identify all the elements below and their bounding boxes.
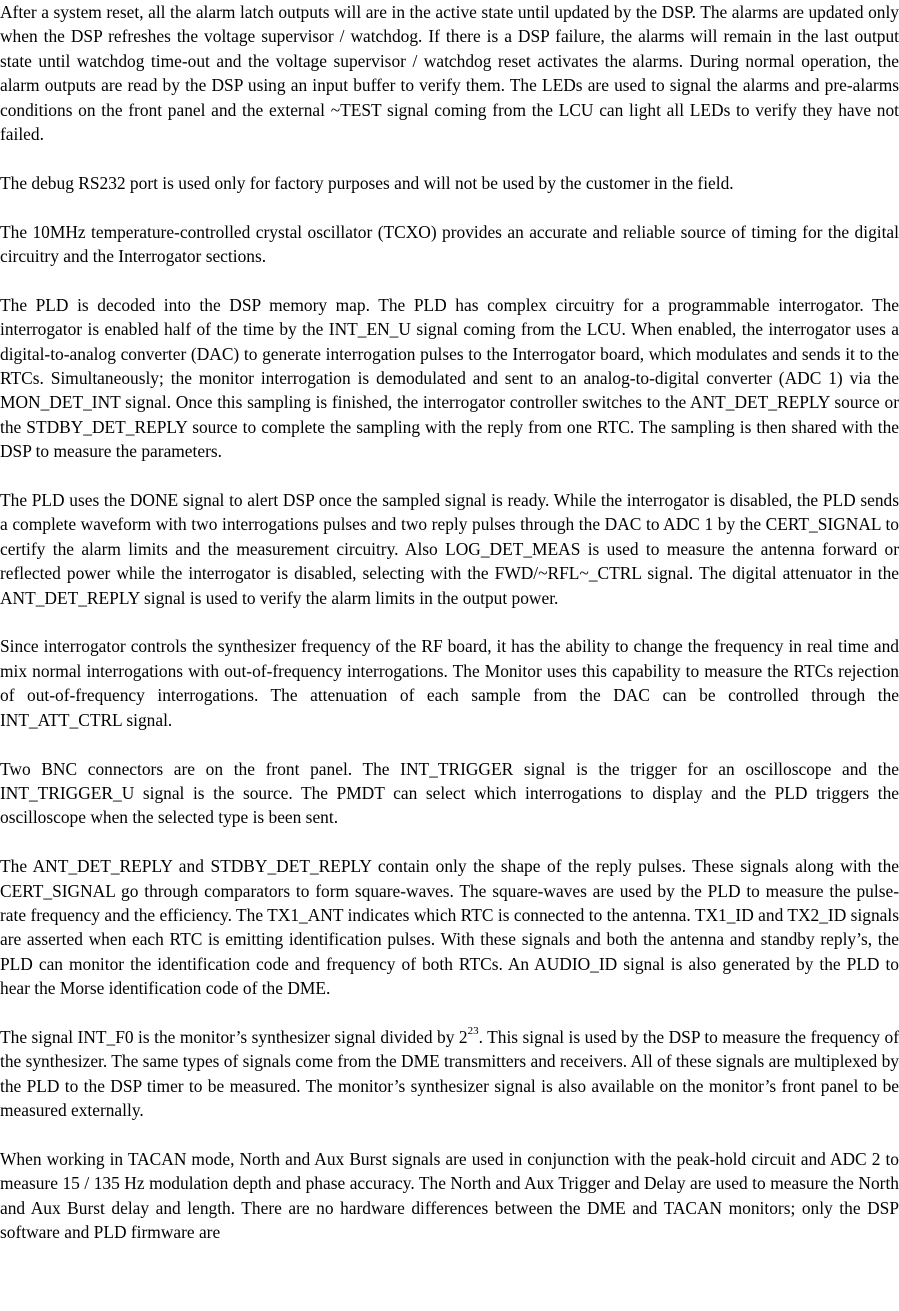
int-f0-text-before: The signal INT_F0 is the monitor’s synthesizer signal divided by 2 (0, 1026, 468, 1047)
int-f0-text-after: . This signal is used by the DSP to measure the frequency of the synthesizer. The same types of signals come from the DME transmitters and receivers. All of these signals are multiplexed by the PLD to the DSP timer to be measured. The monitor’s synthesizer signal is also available on the monitor’s front panel to be measured externally. (0, 1026, 899, 1121)
paragraph-tacan-mode: When working in TACAN mode, North and Aux Burst signals are used in conjunction with the peak-hold circuit and ADC 2 to measure 15 / 135 Hz modulation depth and phase accuracy. The North and Aux Trigger and Delay are used to measure the North and Aux Burst delay and length. There are no hardware differences between the DME and TACAN monitors; only the DSP software and PLD firmware are (0, 1148, 899, 1243)
paragraph-debug-port: The debug RS232 port is used only for factory purposes and will not be used by the customer in the field. (0, 172, 734, 193)
paragraph-tcxo: The 10MHz temperature-controlled crystal oscillator (TCXO) provides an accurate and reliable source of timing for the digital circuitry and the Interrogator sections. (0, 221, 899, 267)
paragraph-bnc-connectors: Two BNC connectors are on the front panel. The INT_TRIGGER signal is the trigger for an oscilloscope and the INT_TRIGGER_U signal is the source. The PMDT can select which interrogations to display and the PLD triggers the oscilloscope when the selected type is been sent. (0, 758, 899, 828)
paragraph-done-signal: The PLD uses the DONE signal to alert DSP once the sampled signal is ready. While the interrogator is disabled, the PLD sends a complete waveform with two interrogations pulses and two reply pulses through the DAC to ADC 1 by the CERT_SIGNAL to certify the alarm limits and the measurement circuitry. Also LOG_DET_MEAS is used to measure the antenna forward or reflected power while the interrogator is disabled, selecting with the FWD/~RFL~_CTRL signal. The digital attenuator in the ANT_DET_REPLY signal is used to verify the alarm limits in the output power. (0, 490, 899, 608)
paragraph-synthesizer-frequency: Since interrogator controls the synthesizer frequency of the RF board, it has the ability to change the frequency in real time and mix normal interrogations with out-of-frequency interrogations. The Monitor uses this capability to measure the RTCs rejection of out-of-frequency interrogations. The attenuation of each sample from the DAC can be controlled through the INT_ATT_CTRL signal. (0, 636, 899, 730)
paragraph-reply-signals: The ANT_DET_REPLY and STDBY_DET_REPLY contain only the shape of the reply pulses. These signals along with the CERT_SIGNAL go through comparators to form square-waves. The square-waves are used by the PLD to measure the pulse-rate frequency and the efficiency. The TX1_ANT indicates which RTC is connected to the antenna. TX1_ID and TX2_ID signals are asserted when each RTC is emitting identification pulses. With these signals and both the antenna and standby reply’s, the PLD can monitor the identification code and frequency of both RTCs. An AUDIO_ID signal is also generated by the PLD to hear the Morse identification code of the DME. (0, 856, 899, 999)
paragraph-alarm-reset: After a system reset, all the alarm latch outputs will are in the active state until updated by the DSP. The alarms are updated only when the DSP refreshes the voltage supervisor / watchdog. If there is a DSP failure, the alarms will remain in the last output state until watchdog time-out and the voltage supervisor / watchdog reset activates the alarms. During normal operation, the alarm outputs are read by the DSP using an input buffer to verify them. The LEDs are used to signal the alarms and pre-alarms conditions on the front panel and the external ~TEST signal coming from the LCU can light all LEDs to verify they have not failed. (0, 2, 899, 145)
paragraph-pld-interrogator: The PLD is decoded into the DSP memory map. The PLD has complex circuitry for a programmable interrogator. The interrogator is enabled half of the time by the INT_EN_U signal coming from the LCU. When enabled, the interrogator uses a digital-to-analog converter (DAC) to generate interrogation pulses to the Interrogator board, which modulates and sends it to the RTCs. Simultaneously; the monitor interrogation is demodulated and sent to an analog-to-digital converter (ADC 1) via the MON_DET_INT signal. Once this sampling is finished, the interrogator controller switches to the ANT_DET_REPLY source or the STDBY_DET_REPLY source to complete the sampling with the reply from one RTC. The sampling is then shared with the DSP to measure the parameters. (0, 294, 899, 462)
paragraph-int-f0 (0, 1025, 899, 1123)
int-f0-exponent: 23 (467, 1025, 479, 1038)
